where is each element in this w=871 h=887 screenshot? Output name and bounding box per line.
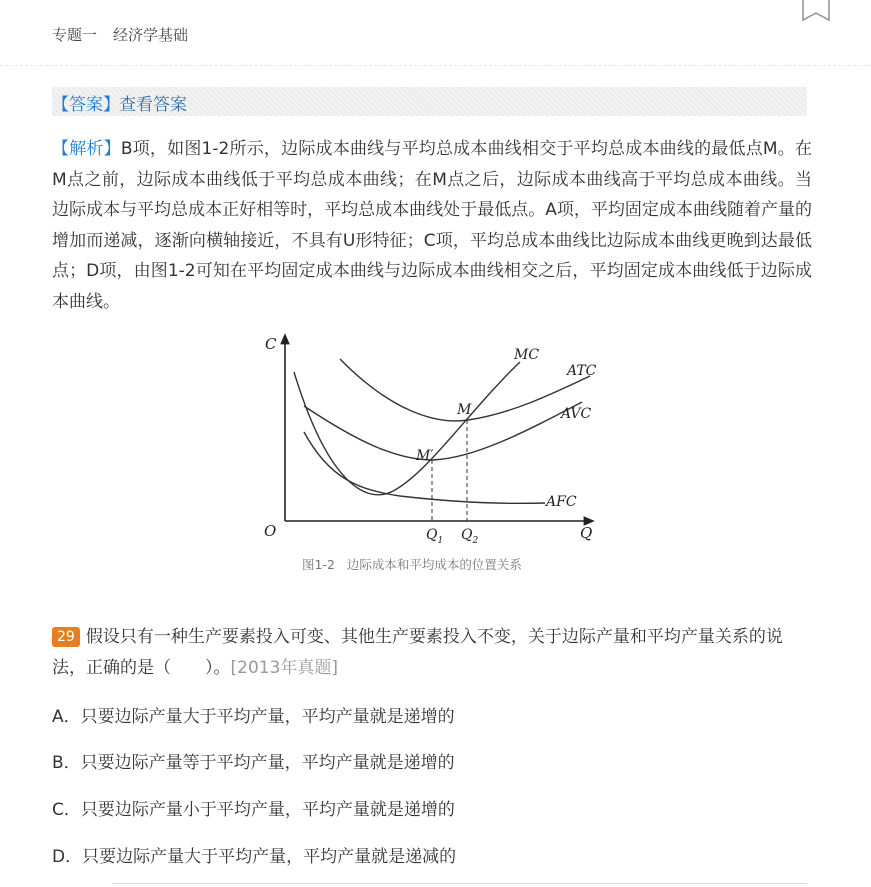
figure-caption-number: 图1-2: [302, 557, 335, 572]
option-a[interactable]: A．只要边际产量大于平均产量，平均产量就是递增的: [52, 707, 455, 727]
figure-caption-text: 边际成本和平均成本的位置关系: [346, 557, 522, 572]
page-header: [0, 0, 871, 66]
option-d[interactable]: D．只要边际产量大于平均产量，平均产量就是递减的: [52, 847, 457, 867]
question-number-badge: 29: [52, 627, 80, 647]
question-source: [2013年真题]: [230, 658, 339, 678]
view-answer-link[interactable]: 查看答案: [119, 95, 187, 115]
figure-caption: [302, 555, 522, 573]
q1-label: [426, 527, 443, 546]
question-stem: 假设只有一种生产要素投入可变、其他生产要素投入不变，关于边际产量和平均产量关系的说法，正确的是（ ）。: [52, 627, 783, 678]
divider: [112, 883, 807, 884]
q2-letter: Q: [461, 527, 473, 543]
q1-subscript: 1: [437, 536, 444, 546]
avc-curve: [304, 402, 582, 460]
option-c[interactable]: C．只要边际产量小于平均产量，平均产量就是递增的: [52, 800, 455, 820]
cost-curves-diagram: [250, 330, 610, 550]
origin-label: O: [264, 522, 277, 540]
cost-curves-figure: [250, 330, 610, 550]
mc-curve: [294, 362, 520, 495]
breadcrumb-chapter[interactable]: 专题一: [52, 26, 98, 44]
x-axis-label: Q: [580, 524, 593, 542]
afc-label: AFC: [546, 494, 577, 510]
bookmark-icon[interactable]: [802, 0, 830, 22]
analysis-paragraph: [52, 134, 812, 317]
analysis-text: B项，如图1-2所示，边际成本曲线与平均总成本曲线相交于平均总成本曲线的最低点M。在M点之前，边际成本曲线低于平均总成本曲线；在M点之后，边际成本曲线高于平均总成本曲线。当边际成本与平均总成本正好相等时，平均总成本曲线处于最低点。A项，平均固定成本曲线随着产量的增加而递减，逐渐向横轴接近，不具有U形特征；C项，平均总成本曲线比边际成本曲线更晚到达最低点；D项，由图1-2可知在平均固定成本曲线与边际成本曲线相交之后，平均固定成本曲线低于边际成本曲线。: [52, 139, 812, 312]
answer-tag: 【答案】: [52, 95, 120, 115]
breadcrumb: [52, 24, 188, 45]
m-label: M: [457, 402, 472, 418]
q2-subscript: 2: [472, 536, 479, 546]
q2-label: [461, 527, 478, 546]
avc-label: AVC: [561, 406, 592, 422]
mc-label: MC: [514, 347, 540, 363]
m-prime-label: M′: [416, 448, 434, 464]
breadcrumb-topic[interactable]: 经济学基础: [113, 26, 189, 44]
answer-bar: [52, 87, 807, 116]
afc-curve: [304, 432, 545, 503]
atc-label: ATC: [567, 363, 597, 379]
question-29: [52, 622, 812, 684]
option-b[interactable]: B．只要边际产量等于平均产量，平均产量就是递增的: [52, 753, 455, 773]
y-axis-label: C: [265, 335, 277, 353]
q1-letter: Q: [426, 527, 438, 543]
analysis-tag: 【解析】: [52, 139, 121, 159]
